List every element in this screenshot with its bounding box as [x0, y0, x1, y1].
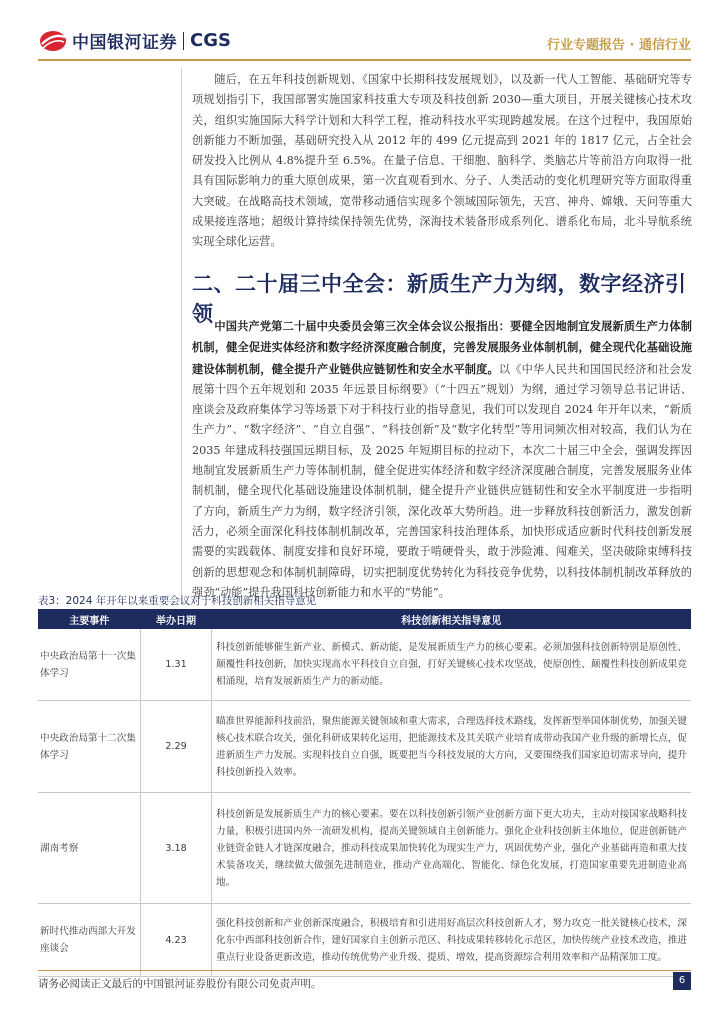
table-caption: 表3：2024 年开年以来重要会议对于科技创新相关指导意见 [38, 595, 317, 607]
galaxy-logo-icon [38, 29, 68, 53]
company-logo [38, 28, 231, 53]
paragraph-text: 随后，在五年科技创新规划、《国家中长期科技发展规划》，以及新一代人工智能、基础研究等专项规划指引下，我国部署实施国家科技重大专项及科技创新 2030—重大项目，开展关键核心技术攻关，组织实施国际大科学计划和大科学工程，推动科技水平实现跨越发展。在这个过程中，我国原始创新能力不断加强，基础研究投入从 2012 年的 499 亿元提高到 2021 年的 1817 亿元，占全社会研发投入比例从 4.8%提升至 6.5%。在量子信息、干细胞、脑科学、类脑芯片等前沿方向取得一批具有国际影响力的重大原创成果，第一次直观看到水、分子、人类活动的变化机理研究等方面取得重大突破。在战略高技术领域，宽带移动通信实现多个领域国际领先，天宫、神舟、嫦娥、天问等重大成果接连落地；超级计算持续保持领先优势，深海技术装备形成系列化、谱系化布局，北斗导航系统实现全球化运营。 [192, 73, 692, 249]
cell-date: 1.31 [141, 629, 212, 701]
paragraph-rest: 以《中华人民共和国国民经济和社会发展第十四个五年规划和 2035 年远景目标纲要》（“十四五”规划）为纲，通过学习领导总书记讲话、座谈会及政府集体学习等场景下对于科技行业的指导意见，我们可以发现自 2024 年开年以来，“新质生产力”、“数字经济”、“自立自强”、“科技创新”及“数字化转型”等用词频次相对较高，我们认为在 2035 年建成科技强国远期目标，及 2025 年短期目标的拉动下，本次二十届三中全会，强调发挥因地制宜发展新质生产力等体制机制，健全促进实体经济和数字经济深度融合制度，完善发展服务业体制机制，健全现代化基础设施建设体制机制，健全提升产业链供应链韧性和安全水平制度进一步指明了方向，新质生产力为纲，数字经济引领，深化改革大势所趋。进一步释放科技创新活力，激发创新活力，必须全面深化科技体制机制改革，完善国家科技治理体系，加快形成适应新时代科技创新发展需要的实践载体、制度安排和良好环境，要敢于啃硬骨头，敢于涉险滩、闯难关，坚决破除束缚科技创新的思想观念和体制机制障碍，切实把制度优势转化为科技竞争优势，以科技体制机制改革释放的强劲“动能”提升我国科技创新能力和水平的“势能”。 [192, 362, 692, 599]
cell-event: 新时代推动西部大开发座谈会 [38, 904, 141, 977]
table-row [38, 701, 691, 793]
table-row [38, 793, 691, 904]
margin-rule [181, 68, 182, 604]
page-number: 6 [673, 972, 691, 990]
guidance-table [38, 609, 691, 977]
column-header-opinion: 科技创新相关指导意见 [212, 609, 692, 629]
table-row [38, 629, 691, 701]
cell-opinion: 强化科技创新和产业创新深度融合，积极培育和引进用好高层次科技创新人才，努力攻克一批关键核心技术，深化东中西部科技创新合作，建好国家自主创新示范区、科技成果转移转化示范区，加快传统产业技术改造，推进重点行业设备更新改造，推动传统优势产业升级、提质、增效，提高资源综合利用效率和产品精深加工度。 [212, 904, 692, 977]
cell-opinion: 科技创新是发展新质生产力的核心要素。要在以科技创新引领产业创新方面下更大功夫，主动对接国家战略科技力量，积极引进国内外一流研发机构，提高关键领域自主创新能力。强化企业科技创新主体地位，促进创新链产业链资金链人才链深度融合，推动科技成果加快转化为现实生产力，巩固优势产业，强化产业基础再造和重大技术装备攻关，继续做大做强先进制造业，推动产业高端化、智能化、绿色化发展，打造国家重要先进制造业高地。 [212, 793, 692, 904]
body-paragraph-1 [192, 70, 692, 253]
paragraph-text [192, 316, 692, 603]
header-rule [38, 59, 691, 61]
footer-rule [38, 970, 691, 971]
cell-date: 3.18 [141, 793, 212, 904]
cell-event: 湖南考察 [38, 793, 141, 904]
cell-opinion: 瞄准世界能源科技前沿，聚焦能源关键领域和重大需求，合理选择技术路线，发挥新型举国体制优势，加强关键核心技术联合攻关，强化科研成果转化运用，把能源技术及其关联产业培育成带动我国产业升级的新增长点，促进新质生产力发展。实现科技自立自强，既要把当今科技发展的大方向，又要围绕我们国家迫切需求导向，提升科技创新投入效率。 [212, 701, 692, 793]
logo-separator [183, 32, 184, 50]
cell-opinion: 科技创新能够催生新产业、新模式、新动能，是发展新质生产力的核心要素。必须加强科技创新特别是原创性、颠覆性科技创新，加快实现高水平科技自立自强，打好关键核心技术攻坚战，使原创性、颠覆性科技创新成果竞相涌现，培育发展新质生产力的新动能。 [212, 629, 692, 701]
table-row [38, 904, 691, 977]
body-paragraph-2 [192, 316, 692, 603]
cell-event: 中央政治局第十一次集体学习 [38, 629, 141, 701]
paragraph-bold-lead: 中国共产党第二十届中央委员会第三次全体会议公报指出：要健全因地制宜发展新质生产力体制机制，健全促进实体经济和数字经济深度融合制度，完善发展服务业体制机制，健全现代化基础设施建设体制机制，健全提升产业链供应链韧性和安全水平制度。 [192, 319, 692, 376]
report-type: 行业专题报告 · 通信行业 [547, 38, 691, 53]
column-header-event: 主要事件 [38, 609, 141, 629]
footer-disclaimer: 请务必阅读正文最后的中国银河证券股份有限公司免责声明。 [38, 978, 322, 990]
cell-event: 中央政治局第十二次集体学习 [38, 701, 141, 793]
logo-en-text: CGS [190, 30, 231, 51]
logo-text: 中国银河证券 [72, 33, 177, 53]
cell-date: 2.29 [141, 701, 212, 793]
table-header-row [38, 609, 691, 629]
section-title: 二、二十届三中全会：新质生产力为纲，数字经济引领 [192, 271, 687, 326]
column-header-date: 举办日期 [141, 609, 212, 629]
page-header [0, 0, 724, 62]
cell-date: 4.23 [141, 904, 212, 977]
